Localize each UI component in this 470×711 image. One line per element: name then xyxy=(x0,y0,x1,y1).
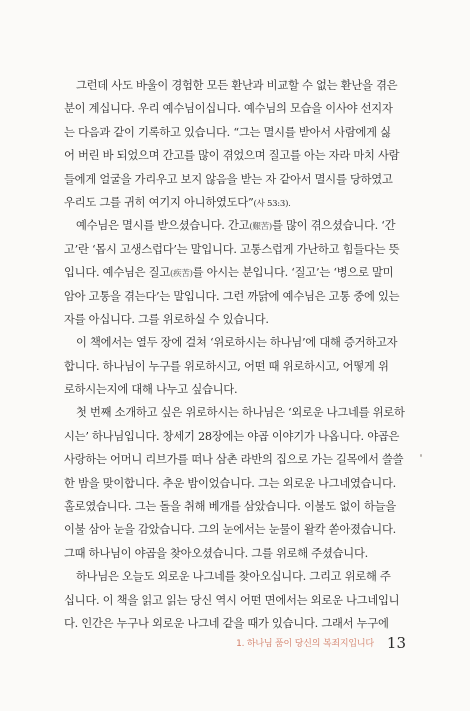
line-text: 고’란 ‘몹시 고생스럽다’는 말입니다. 고통스럽게 가난하고 힘들다는 뜻 xyxy=(64,242,400,256)
line-text: 분이 계십니다. 우리 예수님이십니다. 예수님의 모습을 이사야 선지자 xyxy=(64,102,393,116)
line-text: 그때 하나님이 야곱을 찾아오셨습니다. 그를 위로해 주셨습니다. xyxy=(64,546,368,560)
text-line xyxy=(64,308,406,331)
text-line xyxy=(64,401,406,424)
line-text: 로하시는지에 대해 나누고 싶습니다. xyxy=(64,383,238,397)
line-text: 예수님은 멸시를 받으셨습니다. 간고 xyxy=(76,219,250,233)
line-text: 자를 아십니다. 그를 위로하실 수 있습니다. xyxy=(64,312,269,326)
text-line xyxy=(64,191,406,214)
text-line xyxy=(64,331,406,354)
line-text-continued: 를 많이 겪으셨습니다. ‘간 xyxy=(271,219,396,233)
page-footer xyxy=(0,632,406,656)
scripture-reference: (사 53:3). xyxy=(253,198,291,209)
line-text: 우리도 그를 귀히 여기지 아니하였도다” xyxy=(64,195,254,209)
text-line xyxy=(64,214,406,237)
line-text: 이 책에서는 열두 장에 걸쳐 ‘위로하시는 하나님’에 대해 증거하고자 xyxy=(76,336,398,350)
line-text: 암아 고통을 겪는다’는 말입니다. 그런 까닭에 예수님은 고통 중에 있는 xyxy=(64,289,400,303)
line-text: 첫 번째 소개하고 싶은 위로하시는 하나님은 ‘외로운 나그네를 위로하 xyxy=(76,406,405,420)
text-line xyxy=(64,285,406,308)
text-line xyxy=(64,472,406,495)
text-line xyxy=(64,565,406,588)
running-footer-chapter-title: 1. 하나님 품이 당신의 복죄지입니다 xyxy=(236,639,374,649)
line-text: 사랑하는 어머니 리브가를 떠나 삼촌 라반의 집으로 가는 길목에서 쓸쓸 xyxy=(64,453,404,467)
page-speck xyxy=(420,454,422,457)
text-line xyxy=(64,495,406,518)
line-text: 합니다. 하나님이 누구를 위로하시고, 어떤 때 위로하시고, 어떻게 위 xyxy=(64,359,389,373)
line-text: 하나님은 오늘도 외로운 나그네를 찾아오십니다. 그리고 위로해 주 xyxy=(76,570,391,584)
text-line xyxy=(64,144,406,167)
page-number: 13 xyxy=(386,633,406,652)
text-line xyxy=(64,74,406,97)
text-line xyxy=(64,168,406,191)
text-line xyxy=(64,589,406,612)
body-text xyxy=(64,74,406,635)
line-text-continued: 를 아시는 분입니다. ‘질고’는 ‘병으로 말미 xyxy=(192,266,394,280)
text-line xyxy=(64,518,406,541)
text-line xyxy=(64,542,406,565)
line-text: 다. 인간은 누구나 외로운 나그네 같을 때가 있습니다. 그래서 누구에 xyxy=(64,616,389,630)
hanja-annotation: (艱苦) xyxy=(249,222,272,233)
line-text: 이불 삼아 눈을 감았습니다. 그의 눈에서는 눈물이 왈칵 쏟아졌습니다. xyxy=(64,523,396,537)
text-line xyxy=(64,261,406,284)
text-line xyxy=(64,238,406,261)
text-line xyxy=(64,378,406,401)
line-text: 들에게 얼굴을 가리우고 보지 않음을 받는 자 같아서 멸시를 당하였고 xyxy=(64,172,393,186)
line-text: 시는’ 하나님입니다. 창세기 28장에는 야곱 이야기가 나옵니다. 야곱은 xyxy=(64,429,400,443)
line-text: 한 밤을 맞이합니다. 추운 밤이었습니다. 그는 외로운 나그네였습니다. xyxy=(64,476,396,490)
text-line xyxy=(64,355,406,378)
text-line xyxy=(64,448,406,471)
line-text: 십니다. 이 책을 읽고 읽는 당신 역시 어떤 면에서는 외로운 나그네입니 xyxy=(64,593,400,607)
line-text: 는 다음과 같이 기록하고 있습니다. “그는 멸시를 받아서 사람에게 싫 xyxy=(64,125,391,139)
line-text: 홀로였습니다. 그는 돌을 취해 베개를 삼았습니다. 이불도 없이 하늘을 xyxy=(64,500,396,514)
hanja-annotation: (疾苦) xyxy=(170,269,193,280)
line-text: 어 버린 바 되었으며 간고를 많이 겪었으며 질고를 아는 자라 마치 사람 xyxy=(64,149,400,163)
line-text: 입니다. 예수님은 질고 xyxy=(64,266,170,280)
text-line xyxy=(64,97,406,120)
line-text: 그런데 사도 바울이 경험한 모든 환난과 비교할 수 없는 환난을 겪은 xyxy=(76,79,398,92)
text-line xyxy=(64,121,406,144)
text-line xyxy=(64,425,406,448)
